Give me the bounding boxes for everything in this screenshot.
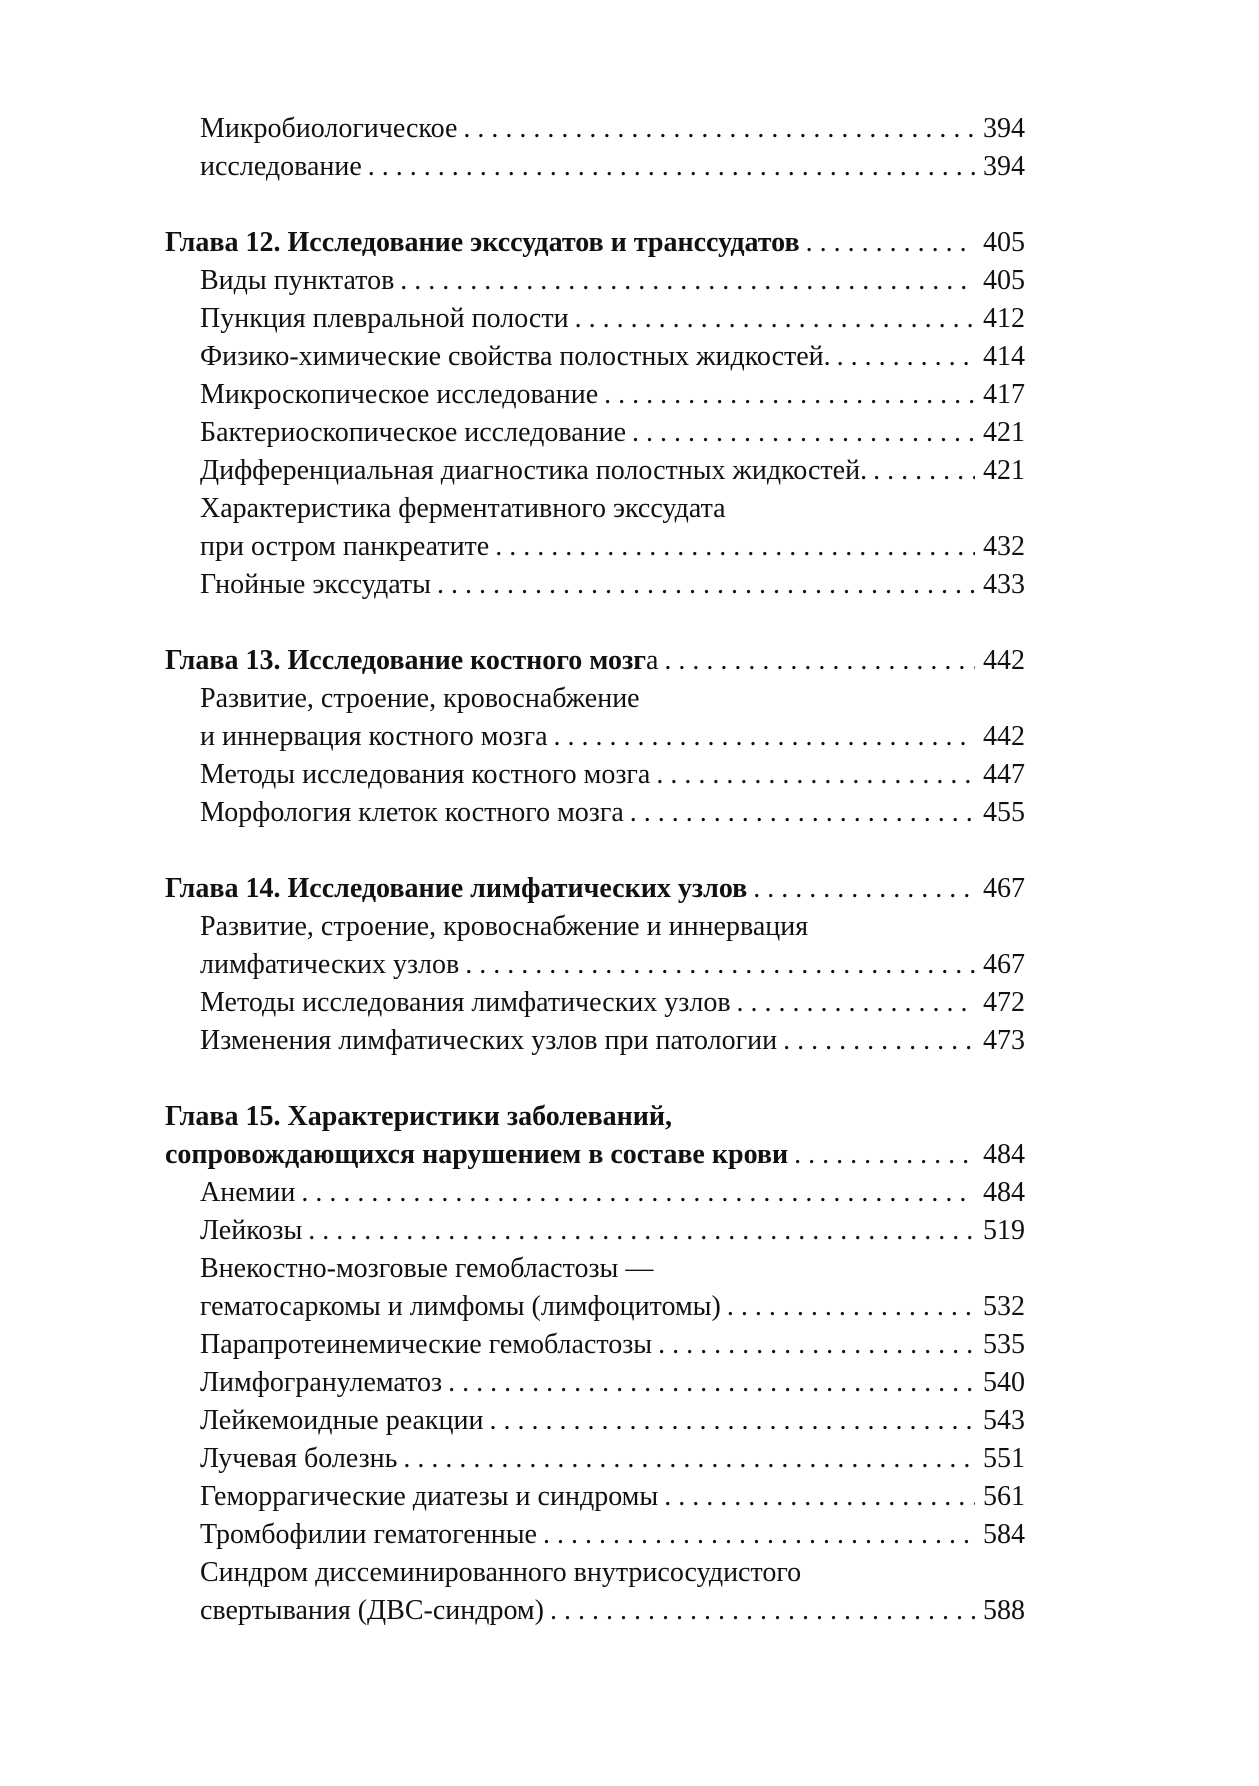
dot-leader xyxy=(495,528,975,566)
entry-title xyxy=(200,1288,721,1326)
title-text: Глава 14. Исследование лимфатических узлов xyxy=(165,873,748,904)
page-number: 472 xyxy=(983,987,1025,1018)
toc-entry-line xyxy=(165,1554,1025,1592)
title-text: лимфатических узлов xyxy=(200,949,460,980)
entry-title xyxy=(200,794,624,832)
page-number: 394 xyxy=(983,113,1025,144)
dot-leader xyxy=(806,224,975,262)
table-of-contents xyxy=(165,110,1025,1630)
title-text: Лимфогранулематоз xyxy=(200,1367,443,1398)
page-number: 405 xyxy=(983,227,1025,258)
dot-leader xyxy=(632,414,975,452)
toc-entry-line xyxy=(165,1288,1025,1326)
page-number: 433 xyxy=(983,569,1025,600)
toc-section xyxy=(165,642,1025,832)
title-text: свертывания (ДВС-синдром) xyxy=(200,1595,544,1626)
entry-title xyxy=(200,756,650,794)
chapter-heading-line xyxy=(165,1098,1025,1136)
entry-title xyxy=(200,1250,653,1288)
page-number: 561 xyxy=(983,1481,1025,1512)
page-number: 484 xyxy=(983,1139,1025,1170)
page-number: 588 xyxy=(983,1595,1025,1626)
chapter-heading-line xyxy=(165,642,1025,680)
dot-leader xyxy=(400,262,975,300)
chapter-title xyxy=(165,870,747,908)
title-text: Развитие, строение, кровоснабжение и иннервация xyxy=(200,911,809,942)
toc-entry-line xyxy=(165,1326,1025,1364)
dot-leader xyxy=(463,110,975,148)
title-text: Микробиологическое xyxy=(200,113,458,144)
page-number: 484 xyxy=(983,1177,1025,1208)
toc-entry-line xyxy=(165,338,1025,376)
title-text: Морфология клеток костного мозга xyxy=(200,797,624,828)
entry-title xyxy=(200,718,548,756)
chapter-heading-line xyxy=(165,1136,1025,1174)
dot-leader xyxy=(550,1592,975,1630)
toc-entry-line xyxy=(165,566,1025,604)
title-text: Развитие, строение, кровоснабжение xyxy=(200,683,640,714)
page-number: 421 xyxy=(983,455,1025,486)
dot-leader xyxy=(753,870,975,908)
toc-entry-line xyxy=(165,680,1025,718)
toc-section xyxy=(165,870,1025,1060)
entry-title xyxy=(200,1212,302,1250)
dot-leader xyxy=(604,376,975,414)
title-text: и иннервация костного мозга xyxy=(200,721,548,752)
dot-leader xyxy=(737,984,975,1022)
toc-entry-line xyxy=(165,1174,1025,1212)
page-number: 417 xyxy=(983,379,1025,410)
dot-leader xyxy=(575,300,975,338)
toc-entry-line xyxy=(165,718,1025,756)
page-number: 473 xyxy=(983,1025,1025,1056)
page-number: 421 xyxy=(983,417,1025,448)
entry-title xyxy=(200,1516,537,1554)
title-text: при остром панкреатите xyxy=(200,531,490,562)
title-text: Гнойные экссудаты xyxy=(200,569,431,600)
chapter-title xyxy=(165,1098,672,1136)
entry-title xyxy=(200,1326,652,1364)
toc-entry-line xyxy=(165,452,1025,490)
dot-leader xyxy=(489,1402,975,1440)
title-text: Дифференциальная диагностика полостных жидкостей. xyxy=(200,455,868,486)
page-number: 543 xyxy=(983,1405,1025,1436)
dot-leader xyxy=(368,148,975,186)
title-text: Лейкозы xyxy=(200,1215,303,1246)
toc-entry-line xyxy=(165,1212,1025,1250)
entry-title xyxy=(200,1174,295,1212)
chapter-heading-line xyxy=(165,870,1025,908)
entry-title xyxy=(200,680,640,718)
toc-entry-line xyxy=(165,1022,1025,1060)
dot-leader xyxy=(664,1478,975,1516)
toc-entry-line xyxy=(165,1478,1025,1516)
page-number: 584 xyxy=(983,1519,1025,1550)
toc-entry-line xyxy=(165,262,1025,300)
dot-leader xyxy=(301,1174,975,1212)
entry-title xyxy=(200,1402,483,1440)
toc-entry-line xyxy=(165,1516,1025,1554)
chapter-title xyxy=(165,1136,788,1174)
toc-entry-line xyxy=(165,946,1025,984)
page-number: 467 xyxy=(983,949,1025,980)
title-text: исследование xyxy=(200,151,362,182)
entry-title xyxy=(200,300,569,338)
title-text: Глава 15. Характеристики заболеваний, xyxy=(165,1101,673,1132)
entry-title xyxy=(200,338,831,376)
entry-title xyxy=(200,566,431,604)
page-number: 519 xyxy=(983,1215,1025,1246)
chapter-title xyxy=(165,224,800,262)
toc-entry-line xyxy=(165,1592,1025,1630)
entry-title xyxy=(200,452,867,490)
title-text: Методы исследования лимфатических узлов xyxy=(200,987,731,1018)
chapter-heading-line xyxy=(165,224,1025,262)
dot-leader xyxy=(543,1516,975,1554)
toc-entry-line xyxy=(165,908,1025,946)
dot-leader xyxy=(554,718,976,756)
entry-title xyxy=(200,1440,397,1478)
title-text: Внекостно-мозговые гемобластозы — xyxy=(200,1253,654,1284)
dot-leader xyxy=(403,1440,975,1478)
dot-leader xyxy=(658,1326,975,1364)
dot-leader xyxy=(727,1288,975,1326)
entry-title xyxy=(200,376,598,414)
page-number: 394 xyxy=(983,151,1025,182)
title-text: Характеристика ферментативного экссудата xyxy=(200,493,726,524)
title-text: Геморрагические диатезы и синдромы xyxy=(200,1481,659,1512)
toc-entry-line xyxy=(165,1364,1025,1402)
toc-entry-line xyxy=(165,148,1025,186)
entry-title xyxy=(200,528,489,566)
title-text: Глава 12. Исследование экссудатов и транссудатов xyxy=(165,227,800,258)
toc-entry-line xyxy=(165,1250,1025,1288)
dot-leader xyxy=(783,1022,975,1060)
title-text: Лучевая болезнь xyxy=(200,1443,398,1474)
title-text: Тромбофилии гематогенные xyxy=(200,1519,537,1550)
toc-section xyxy=(165,1098,1025,1630)
title-text: Методы исследования костного мозга xyxy=(200,759,651,790)
page-number: 432 xyxy=(983,531,1025,562)
toc-entry-line xyxy=(165,1402,1025,1440)
dot-leader xyxy=(656,756,975,794)
page-number: 540 xyxy=(983,1367,1025,1398)
title-text: Парапротеинемические гемобластозы xyxy=(200,1329,653,1360)
dot-leader xyxy=(437,566,975,604)
page-number: 535 xyxy=(983,1329,1025,1360)
toc-section xyxy=(165,224,1025,604)
toc-section xyxy=(165,110,1025,186)
page-number: 455 xyxy=(983,797,1025,828)
title-tail: а xyxy=(645,645,659,676)
entry-title xyxy=(200,908,808,946)
page-number: 442 xyxy=(983,721,1025,752)
entry-title xyxy=(200,984,731,1022)
page-number: 414 xyxy=(983,341,1025,372)
page-number: 442 xyxy=(983,645,1025,676)
dot-leader xyxy=(794,1136,975,1174)
chapter-title xyxy=(165,642,658,680)
title-text: Бактериоскопическое исследование xyxy=(200,417,627,448)
title-text: Синдром диссеминированного внутрисосудистого xyxy=(200,1557,802,1588)
toc-entry-line xyxy=(165,1440,1025,1478)
title-text: Виды пунктатов xyxy=(200,265,395,296)
dot-leader xyxy=(630,794,975,832)
toc-entry-line xyxy=(165,414,1025,452)
dot-leader xyxy=(448,1364,975,1402)
toc-entry-line xyxy=(165,490,1025,528)
title-text: Микроскопическое исследование xyxy=(200,379,599,410)
dot-leader xyxy=(308,1212,975,1250)
title-text: Физико-химические свойства полостных жидкостей. xyxy=(200,341,831,372)
entry-title xyxy=(200,946,459,984)
entry-title xyxy=(200,1022,777,1060)
title-text: Глава 13. Исследование костного мозг xyxy=(165,645,646,676)
dot-leader xyxy=(837,338,975,376)
title-text: Пункция плевральной полости xyxy=(200,303,569,334)
toc-entry-line xyxy=(165,984,1025,1022)
title-text: Лейкемоидные реакции xyxy=(200,1405,484,1436)
page-number: 405 xyxy=(983,265,1025,296)
toc-entry-line xyxy=(165,300,1025,338)
toc-entry-line xyxy=(165,756,1025,794)
entry-title xyxy=(200,1478,658,1516)
page-number: 551 xyxy=(983,1443,1025,1474)
entry-title xyxy=(200,110,457,148)
entry-title xyxy=(200,1554,801,1592)
toc-entry-line xyxy=(165,794,1025,832)
entry-title xyxy=(200,1364,442,1402)
title-text: Анемии xyxy=(200,1177,296,1208)
toc-entry-line xyxy=(165,110,1025,148)
entry-title xyxy=(200,262,394,300)
entry-title xyxy=(200,490,726,528)
toc-entry-line xyxy=(165,528,1025,566)
title-text: гематосаркомы и лимфомы (лимфоцитомы) xyxy=(200,1291,721,1322)
dot-leader xyxy=(465,946,975,984)
dot-leader xyxy=(873,452,975,490)
entry-title xyxy=(200,148,362,186)
title-text: сопровождающихся нарушением в составе крови xyxy=(165,1139,789,1170)
page-number: 532 xyxy=(983,1291,1025,1322)
title-text: Изменения лимфатических узлов при патологии xyxy=(200,1025,778,1056)
entry-title xyxy=(200,1592,544,1630)
page-number: 467 xyxy=(983,873,1025,904)
page-number: 412 xyxy=(983,303,1025,334)
entry-title xyxy=(200,414,626,452)
page-number: 447 xyxy=(983,759,1025,790)
toc-entry-line xyxy=(165,376,1025,414)
dot-leader xyxy=(664,642,975,680)
